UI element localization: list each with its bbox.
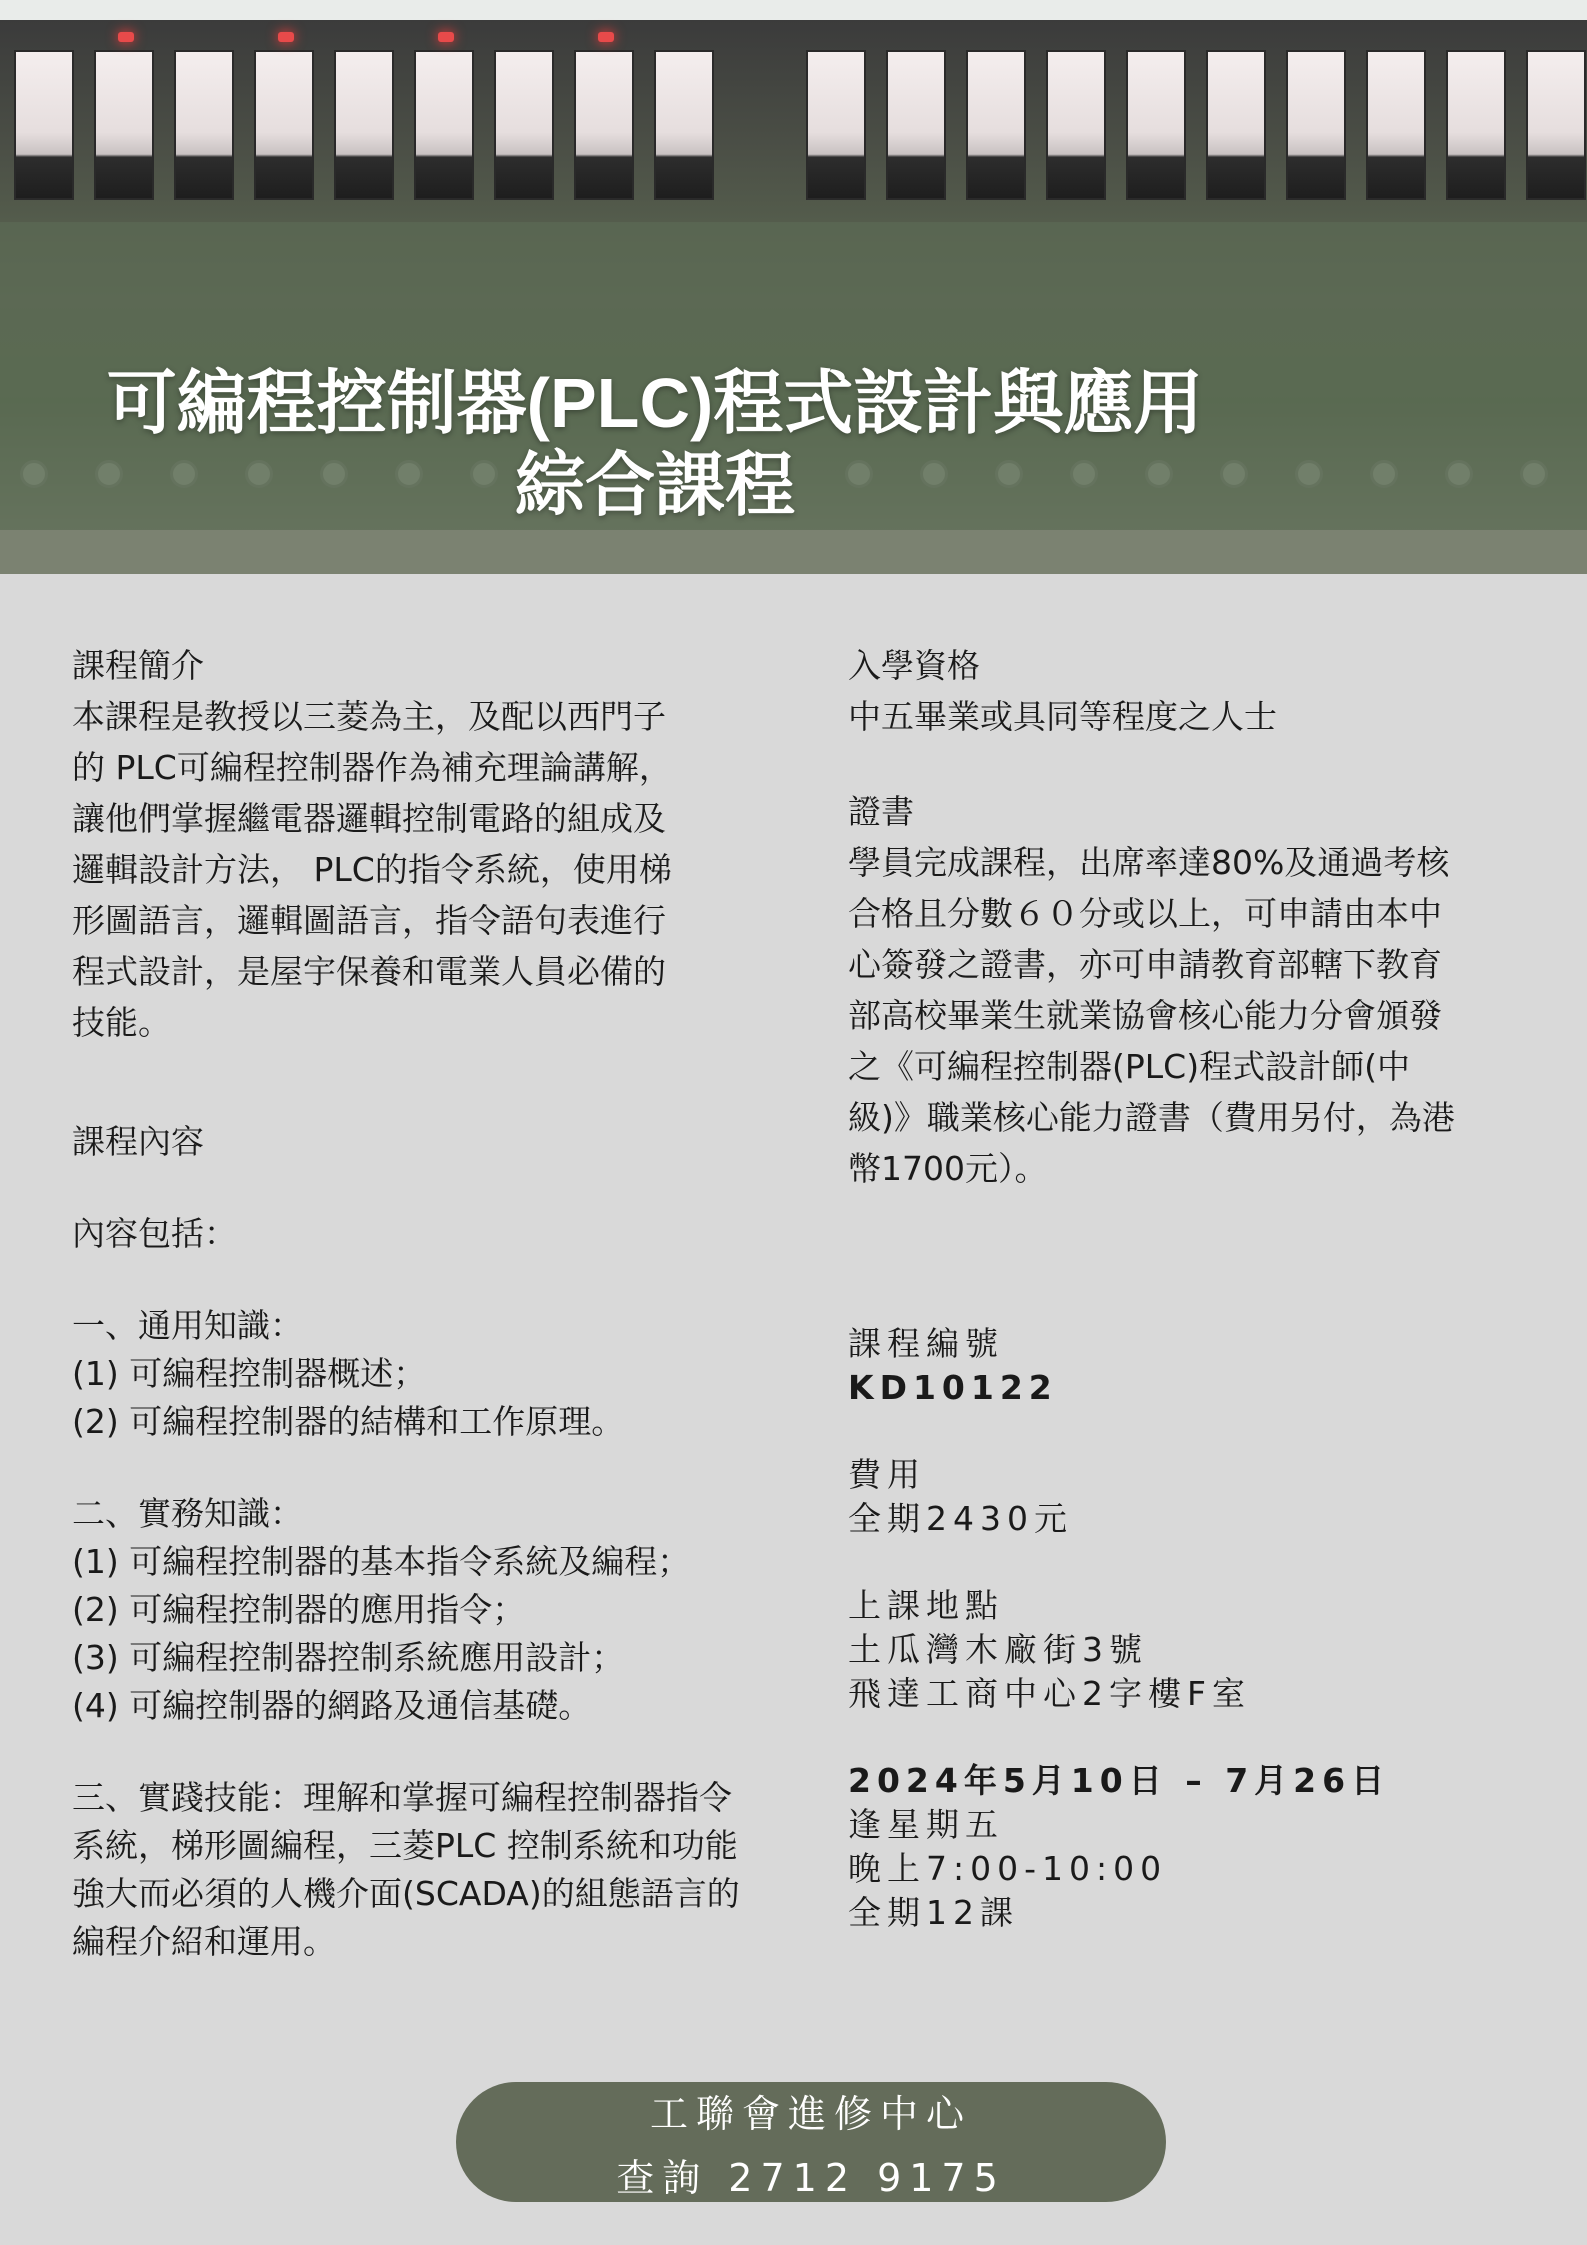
intro-line: 程式設計，是屋宇保養和電業人員必備的 [72,952,666,991]
relay-module [1366,50,1426,200]
venue-label: 上課地點 [848,1586,1004,1625]
certificate-line: 心簽發之證書，亦可申請教育部轄下教育 [848,945,1442,984]
content-heading: 課程內容 [72,1122,204,1161]
schedule-dates: 2024年5月10日 – 7月26日 [848,1761,1391,1800]
intro-line: 本課程是教授以三菱為主，及配以西門子 [72,697,666,736]
intro-line: 技能。 [72,1003,171,1042]
course-intro-section [72,640,772,1048]
intro-heading: 課程簡介 [72,646,204,685]
intro-line: 邏輯設計方法， PLC的指令系統，使用梯 [72,850,672,889]
relay-module [806,50,866,200]
status-led [438,32,454,42]
intro-line: 的 PLC可編程控制器作為補充理論講解， [72,748,672,787]
relay-module [654,50,714,200]
intro-line: 形圖語言，邏輯圖語言，指令語句表進行 [72,901,666,940]
course-info-section [848,1322,1548,1978]
schedule-lessons: 全期12課 [848,1893,1019,1932]
certificate-line: 級)》職業核心能力證書（費用另付，為港 [848,1098,1455,1137]
section-3-line: 系統，梯形圖編程，三菱PLC 控制系統和功能 [72,1826,738,1865]
certificate-line: 部高校畢業生就業協會核心能力分會頒發 [848,996,1442,1035]
hero-banner [0,0,1587,574]
relay-module [1206,50,1266,200]
title-line-1: 可編程控制器(PLC)程式設計與應用 [106,364,1204,442]
certificate-line: 之《可編程控制器(PLC)程式設計師(中 [848,1047,1410,1086]
relay-module [1526,50,1586,200]
course-content-section [72,1118,782,1966]
status-led [598,32,614,42]
relay-module [1126,50,1186,200]
intro-line: 讓他們掌握繼電器邏輯控制電路的組成及 [72,799,666,838]
hero-top-strip [0,0,1587,20]
relay-module [1286,50,1346,200]
course-code-value: KD10122 [848,1368,1058,1407]
status-led [278,32,294,42]
section-2-title: 二、實務知識： [72,1494,303,1533]
relay-module [886,50,946,200]
section-3-line: 強大而必須的人機介面(SCADA)的組態語言的 [72,1874,740,1913]
admission-heading: 入學資格 [848,646,980,685]
enquiry-phone: 查詢 2712 9175 [616,2156,1006,2200]
relay-module [574,50,634,200]
list-item: (2) 可編程控制器的結構和工作原理。 [72,1402,625,1441]
admission-text: 中五畢業或具同等程度之人士 [848,697,1277,736]
content-intro: 內容包括： [72,1214,237,1253]
hero-bottom-band [0,530,1587,574]
list-item: (4) 可編控制器的網路及通信基礎。 [72,1686,592,1725]
venue-line: 土瓜灣木廠街3號 [848,1630,1148,1669]
certificate-line: 合格且分數６０分或以上，可申請由本中 [848,894,1442,933]
relay-module [174,50,234,200]
relay-row [0,50,1587,220]
course-code-block [848,1322,1548,1410]
page-title [0,362,1310,526]
fee-label: 費用 [848,1455,926,1494]
certificate-line: 學員完成課程，出席率達80%及通過考核 [848,843,1450,882]
section-3-line: 編程介紹和運用。 [72,1922,336,1961]
venue-block [848,1584,1548,1716]
organization-name: 工聯會進修中心 [649,2092,972,2136]
relay-module [1446,50,1506,200]
list-item: (1) 可編程控制器概述； [72,1354,427,1393]
relay-module [254,50,314,200]
admission-certificate-section [848,640,1548,1194]
course-code-label: 課程編號 [848,1324,1004,1363]
section-3-line: 三、實踐技能：理解和掌握可編程控制器指令 [72,1778,732,1817]
schedule-time: 晚上7:00-10:00 [848,1849,1168,1888]
relay-module [14,50,74,200]
schedule-day: 逢星期五 [848,1805,1004,1844]
title-line-2: 綜合課程 [515,446,795,524]
relay-module [414,50,474,200]
relay-module [334,50,394,200]
list-item: (1) 可編程控制器的基本指令系統及編程； [72,1542,691,1581]
list-item: (2) 可編程控制器的應用指令； [72,1590,526,1629]
relay-module [494,50,554,200]
relay-module [1046,50,1106,200]
venue-line: 飛達工商中心2字樓F室 [848,1674,1251,1713]
status-led [118,32,134,42]
list-item: (3) 可編程控制器控制系統應用設計； [72,1638,625,1677]
contact-pill [456,2082,1166,2202]
relay-module [94,50,154,200]
fee-block [848,1453,1548,1541]
certificate-line: 幣1700元）。 [848,1149,1048,1188]
fee-value: 全期2430元 [848,1499,1073,1538]
schedule-block [848,1759,1548,1935]
section-1-title: 一、通用知識： [72,1306,303,1345]
relay-module [966,50,1026,200]
certificate-heading: 證書 [848,792,914,831]
